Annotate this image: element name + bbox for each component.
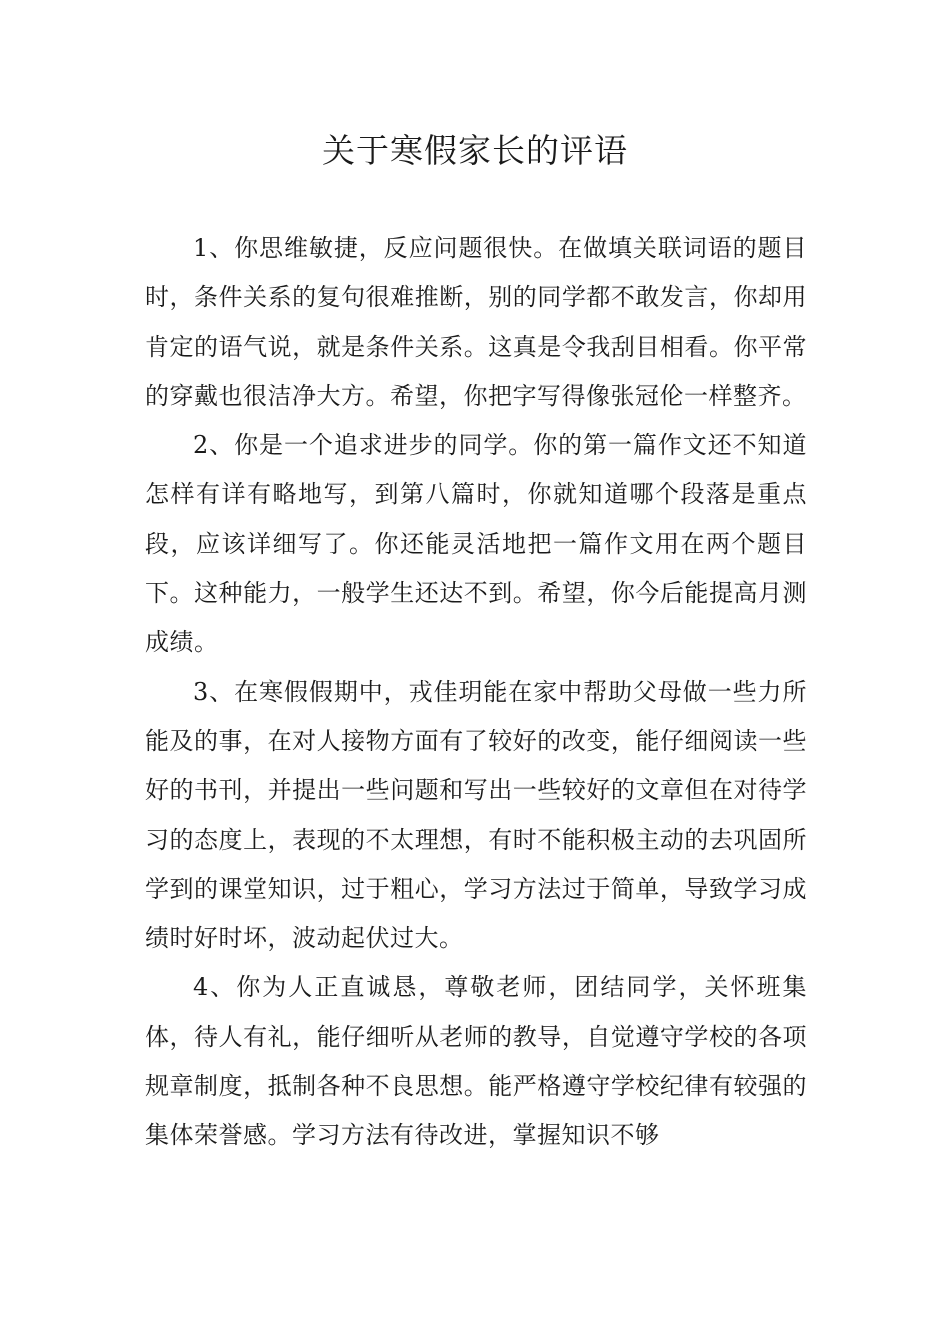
document-title: 关于寒假家长的评语 <box>322 131 628 170</box>
paragraph-4: 4、你为人正直诚恳，尊敬老师，团结同学，关怀班集体，待人有礼，能仔细听从老师的教导，自觉遵守学校的各项规章制度，抵制各种不良思想。能严格遵守学校纪律有较强的集体荣誉感。学习方法有待改进，掌握知识不够 <box>145 973 807 1150</box>
document-body <box>145 224 807 1161</box>
paragraph-2: 2、你是一个追求进步的同学。你的第一篇作文还不知道怎样有详有略地写，到第八篇时，你就知道哪个段落是重点段，应该详细写了。你还能灵活地把一篇作文用在两个题目下。这种能力，一般学生还达不到。希望，你今后能提高月测成绩。 <box>145 431 807 657</box>
paragraph-1: 1、你思维敏捷，反应问题很快。在做填关联词语的题目时，条件关系的复句很难推断，别的同学都不敢发言，你却用肯定的语气说，就是条件关系。这真是令我刮目相看。你平常的穿戴也很洁净大方。希望，你把字写得像张冠伦一样整齐。 <box>145 234 807 410</box>
paragraph-3: 3、在寒假假期中，戎佳玥能在家中帮助父母做一些力所能及的事，在对人接物方面有了较好的改变，能仔细阅读一些好的书刊，并提出一些问题和写出一些较好的文章但在对待学习的态度上，表现的不太理想，有时不能积极主动的去巩固所学到的课堂知识，过于粗心，学习方法过于简单，导致学习成绩时好时坏，波动起伏过大。 <box>145 677 807 953</box>
